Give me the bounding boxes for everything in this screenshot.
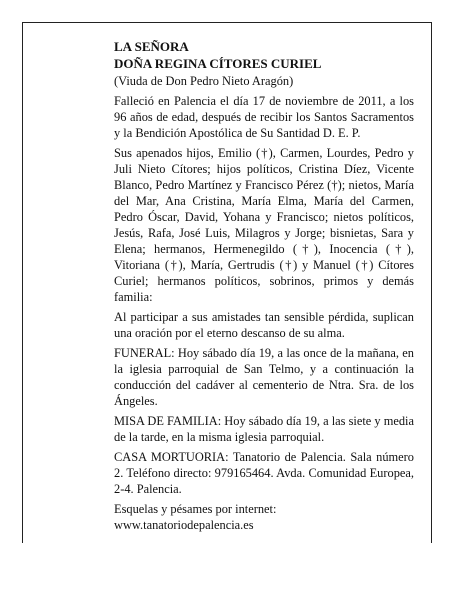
death-paragraph: Falleció en Palencia el día 17 de noviembre de 2011, a los 96 años de edad, después de recibir los Santos Sacramentos y la Bendición Apostólica de Su Santidad D. E. P. bbox=[114, 94, 414, 140]
notice-title-line1: LA SEÑORA bbox=[114, 39, 189, 54]
widow-of-line: (Viuda de Don Pedro Nieto Aragón) bbox=[114, 74, 294, 88]
website-link[interactable]: www.tanatoriodepalencia.es bbox=[114, 518, 254, 532]
funeral-home-paragraph: CASA MORTUORIA: Tanatorio de Palencia. Sala número 2. Teléfono directo: 979165464. Avda. Comunidad Europea, 2-4. Palencia. bbox=[114, 450, 414, 496]
obituary-notice bbox=[114, 38, 414, 533]
family-mass-paragraph: MISA DE FAMILIA: Hoy sábado día 19, a las siete y media de la tarde, en la misma iglesia parroquial. bbox=[114, 414, 414, 444]
prayer-paragraph: Al participar a sus amistades tan sensible pérdida, suplican una oración por el eterno descanso de su alma. bbox=[114, 310, 414, 340]
deceased-name: DOÑA REGINA CÍTORES CURIEL bbox=[114, 56, 322, 71]
online-condolences-label: Esquelas y pésames por internet: bbox=[114, 502, 277, 516]
family-paragraph: Sus apenados hijos, Emilio (†), Carmen, Lourdes, Pedro y Juli Nieto Cítores; hijos políticos, Cristina Díez, Vicente Blanco, Pedro Martínez y Francisco Pérez (†); nietos, María del Mar, Ana Cristina, María Elma, María del Carmen, Pedro Óscar, David, Yohana y Francisco; nietos políticos, Jesús, Rafa, José Luis, Milagros y Jorge; bisnietas, Sara y Elena; hermanos, Hermenegildo (†), Inocencia (†), Vitoriana (†), María, Gertrudis (†) y Manuel (†) Cítores Curiel; hermanos políticos, sobrinos, primos y demás familia: bbox=[114, 146, 414, 304]
funeral-paragraph: FUNERAL: Hoy sábado día 19, a las once de la mañana, en la iglesia parroquial de San Telmo, y a continuación la conducción del cadáver al cementerio de Ntra. Sra. de los Ángeles. bbox=[114, 346, 414, 408]
